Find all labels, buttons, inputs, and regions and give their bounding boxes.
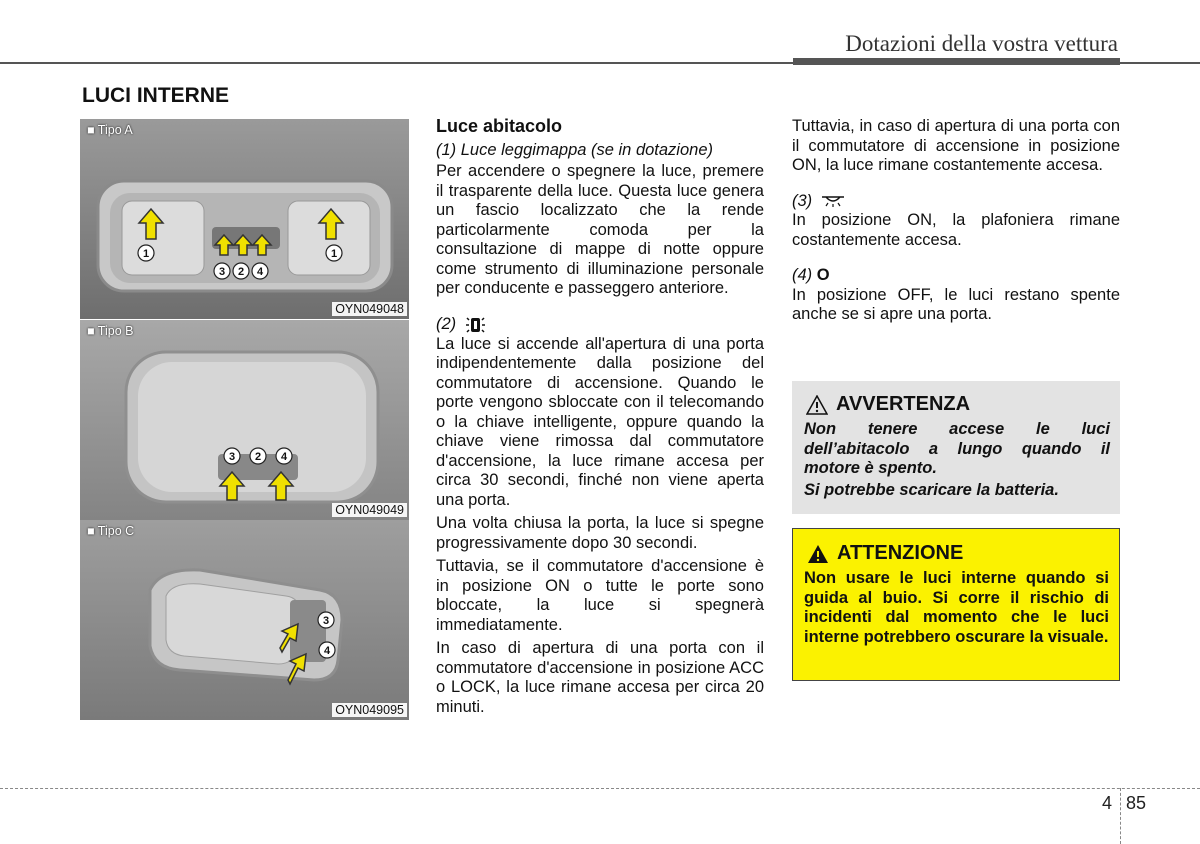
dome-light-icon xyxy=(820,194,846,208)
caution-title: ATTENZIONE xyxy=(837,542,964,564)
figure-label: ■ Tipo B xyxy=(87,324,134,338)
callout-2: 2 xyxy=(254,451,262,463)
figure-code: OYN049048 xyxy=(332,302,407,316)
door-light-icon xyxy=(466,315,486,335)
item-1-heading: (1) Luce leggimappa (se in dotazione) xyxy=(436,140,713,159)
item-2-text-acc-lock: In caso di apertura di una porta con il commutatore d'accensione in posizione ACC o LOCK, la luce rimane accesa per circa 20 minuti. xyxy=(436,639,764,716)
footer-rule xyxy=(0,788,1200,789)
header-bar xyxy=(793,58,1120,65)
item-4-heading-row xyxy=(792,266,1120,286)
chapter-number: 4 xyxy=(1102,793,1113,813)
page-number: 85 xyxy=(1126,793,1147,813)
item-2-text: La luce si accende all'apertura di una porta indipendentemente dalla posizione del commutatore di accensione. Quando le porte vengono sbloccate con il telecomando o la chiave intelligente, oppure quando la chiave viene rimossa dal commutatore d'accensione, la luce rimane accesa per circa 30 secondi, finché non viene aperta una porta. xyxy=(436,334,764,509)
figure-tipo-c xyxy=(80,520,409,720)
warning-title-row xyxy=(806,393,970,416)
warning-box xyxy=(792,381,1120,514)
callout-1: 1 xyxy=(142,248,150,260)
figure-label: ■ Tipo C xyxy=(87,524,135,538)
column-continued xyxy=(792,117,1120,325)
figure-b-illustration xyxy=(80,320,409,520)
warning-text-1: Non tenere accese le luci dell’abitacolo a lungo quando il motore è spento. xyxy=(804,420,1110,478)
item-3-text: In posizione ON, la plafoniera rimane costantemente accesa. xyxy=(792,211,1120,249)
subsection-heading: Luce abitacolo xyxy=(436,116,563,136)
header-title: Dotazioni della vostra vettura xyxy=(845,31,1118,56)
callout-2: 2 xyxy=(237,266,245,278)
off-symbol: O xyxy=(816,266,830,284)
callout-1: 1 xyxy=(330,248,338,260)
warning-title: AVVERTENZA xyxy=(836,393,971,415)
item-2-text-closing: Una volta chiusa la porta, la luce si spegne progressivamente dopo 30 secondi. xyxy=(436,514,764,552)
figure-label: ■ Tipo A xyxy=(87,123,133,137)
callout-4: 4 xyxy=(323,645,331,657)
item-3-heading: (3) xyxy=(792,191,813,210)
item-2-text-however: Tuttavia, se il commutatore d'accensione è in posizione ON o tutte le porte sono bloccate, la luce si spegnerà immediatamente. xyxy=(436,557,764,634)
figure-tipo-a xyxy=(80,119,409,319)
caution-text: Non usare le luci interne quando si guida al buio. Si corre il rischio di incidenti dal momento che le luci interne potrebbero oscurare la visuale. xyxy=(804,569,1109,647)
section-title: LUCI INTERNE xyxy=(82,84,229,107)
caution-box xyxy=(792,528,1120,681)
item-2-heading-row xyxy=(436,315,764,335)
figure-a-illustration xyxy=(80,119,409,319)
callout-4: 4 xyxy=(256,266,264,278)
item-2-heading: (2) xyxy=(436,314,457,333)
item-3-heading-row xyxy=(792,192,1120,212)
warning-text-2: Si potrebbe scaricare la batteria. xyxy=(804,481,1059,500)
callout-3: 3 xyxy=(218,266,226,278)
callout-3: 3 xyxy=(322,615,330,627)
item-4-heading: (4) xyxy=(792,266,813,284)
caution-title-row xyxy=(807,542,963,565)
warning-triangle-icon xyxy=(806,395,828,415)
item-2-text-on: Tuttavia, in caso di apertura di una porta con il commutatore di accensione in posizione ON, la luce rimane costantemente accesa. xyxy=(792,117,1120,174)
callout-3: 3 xyxy=(228,451,236,463)
figure-code: OYN049095 xyxy=(332,703,407,717)
caution-triangle-icon xyxy=(807,544,829,564)
warning-text xyxy=(804,420,1110,501)
figure-code: OYN049049 xyxy=(332,503,407,517)
footer-divider xyxy=(1120,788,1121,844)
figure-c-illustration xyxy=(80,520,409,720)
item-4-text: In posizione OFF, le luci restano spente anche se si apre una porta. xyxy=(792,285,1120,323)
figure-tipo-b xyxy=(80,320,409,520)
item-1-text: Per accendere o spegnere la luce, premere il trasparente della luce. Questa luce genera un fascio localizzato che la rende particolarmente comoda per la consultazione di mappe di notte oppure come strumento di illuminazione personale per conducente e passeggero anteriore. xyxy=(436,162,764,297)
callout-4: 4 xyxy=(280,451,288,463)
column-luce-abitacolo xyxy=(436,117,764,717)
